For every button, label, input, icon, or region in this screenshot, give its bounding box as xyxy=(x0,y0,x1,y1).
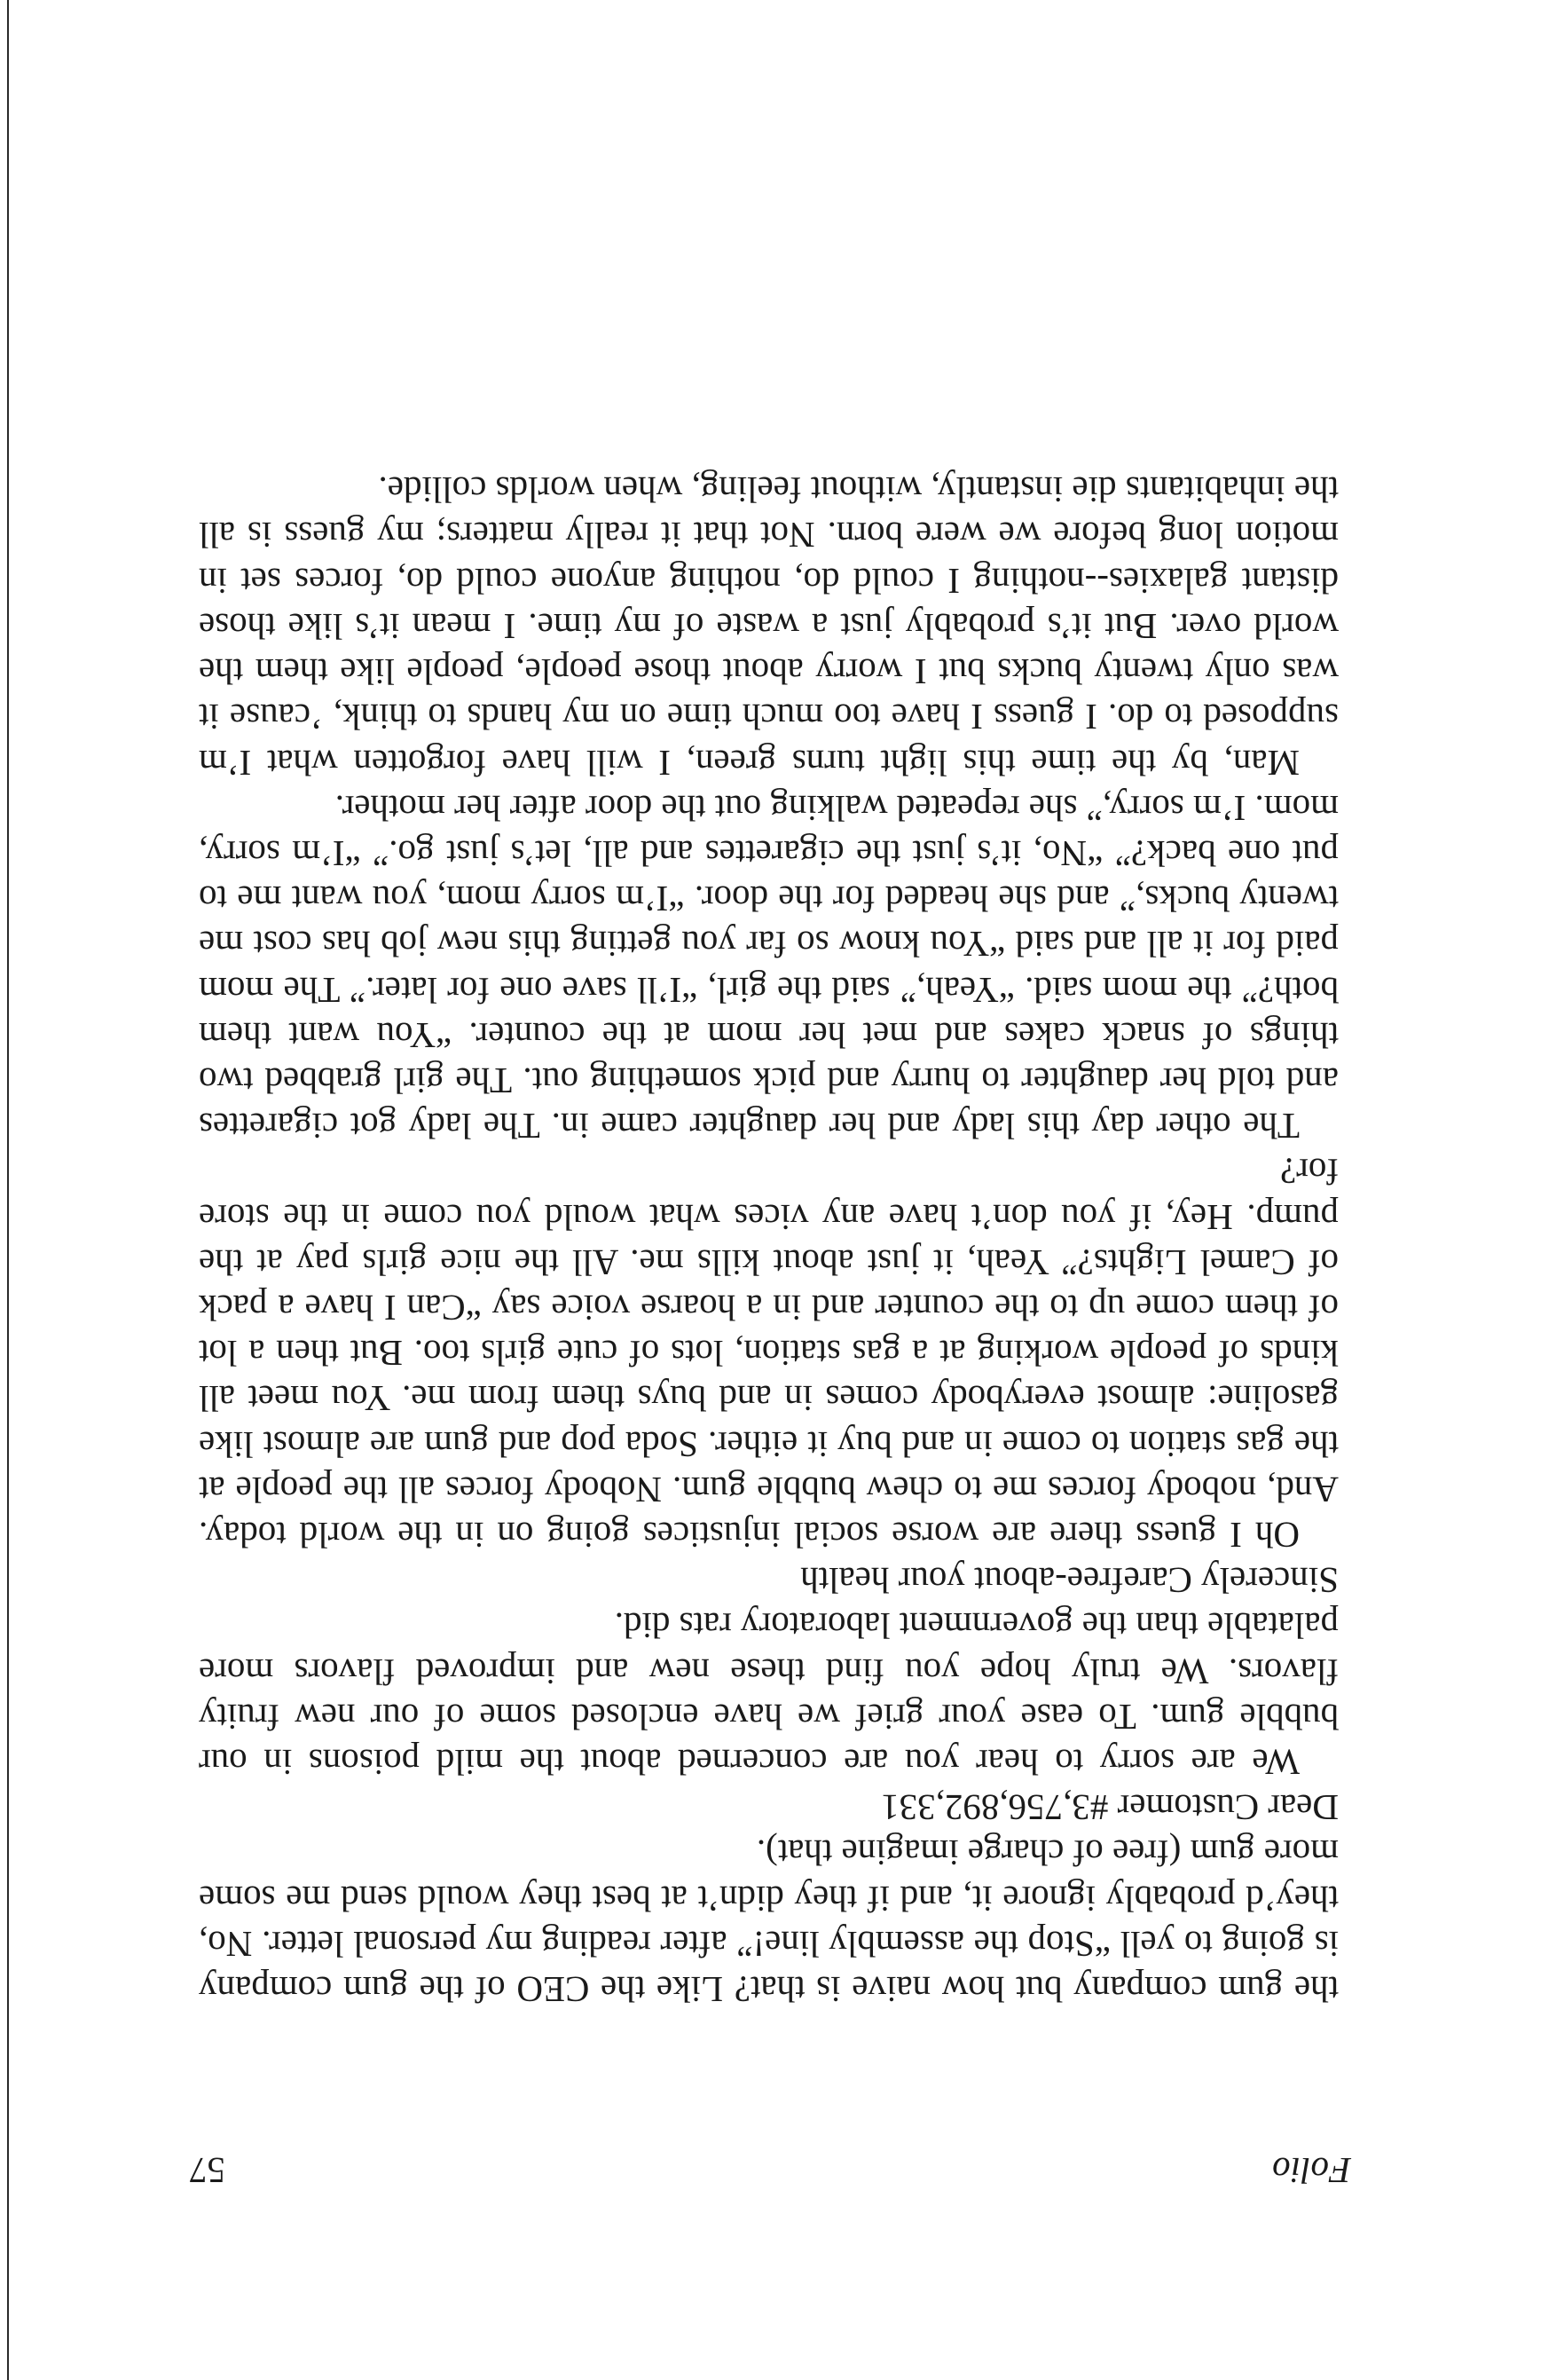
running-header xyxy=(189,2139,1351,2192)
page-number: 57 xyxy=(189,2150,225,2191)
section-label: Folio xyxy=(1272,2150,1351,2191)
paragraph: Man, by the time this light turns green, I will have forgotten what I’m supposed to do. I guess I have too much time on my hands to think, ’cause it was only twenty bucks but I worry about those people, people like them the world over. But it’s probably just a waste of my time. I mean it’s like those distant galaxies--nothing I could do, nothing anyone could do, forces set in motion long before we were born. Not that it really matters; my guess is all the inhabitants die instantly, without feeling, when worlds collide. xyxy=(199,469,1339,784)
letter-salutation: Dear Customer #3,756,892,331 xyxy=(881,1787,1339,1829)
body-text xyxy=(199,467,1339,2012)
paragraph-continuation: the gum company but how naive is that? Like the CEO of the gum company is going to yell “Stop the assembly line!” after reading my personal letter. No, they’d probably ignore it, and if they didn’t at best they would send me some more gum (free of charge imagine that). xyxy=(199,1832,1339,2010)
letter-body: We are sorry to hear you are concerned about the mild poisons in our bubble gum. To ease your grief we have enclosed some of our new fruity flavors. We truly hope you find these new and improved flavors more palatable than the government laboratory rats did. xyxy=(199,1605,1339,1783)
paragraph: Oh I guess there are worse social injustices going on in the world today. And, nobody forces me to chew bubble gum. Nobody forces all the people at the gas station to come in and buy it either. Soda pop and gum are almost like gasoline: almost everybody comes in and buys them from me. You meet all kinds of people working at a gas station, lots of cute girls too. But then a lot of them come up to the counter and in a hoarse voice say “Can I have a pack of Camel Lights?” Yeah, it just about kills me. All the nice girls pay at the pump. Hey, if you don’t have any vices what would you come in the store for? xyxy=(199,1151,1339,1556)
letter-signoff: Sincerely Carefree-about your health xyxy=(800,1560,1339,1602)
paragraph: The other day this lady and her daughter came in. The lady got cigarettes and told her daughter to hurry and pick something out. The girl grabbed two things of snack cakes and met her mom at the counter. “You want them both?” the mom said. “Yeah,” said the girl, “I’ll save one for later.” The mom paid for it all and said “You know so far you getting this new job has cost me twenty bucks,” and she headed for the door. “I’m sorry mom, you want me to put one back?” “No, it’s just the cigarettes and all, let’s just go.” “I’m sorry, mom. I’m sorry,” she repeated walking out the door after her mother. xyxy=(199,787,1339,1147)
